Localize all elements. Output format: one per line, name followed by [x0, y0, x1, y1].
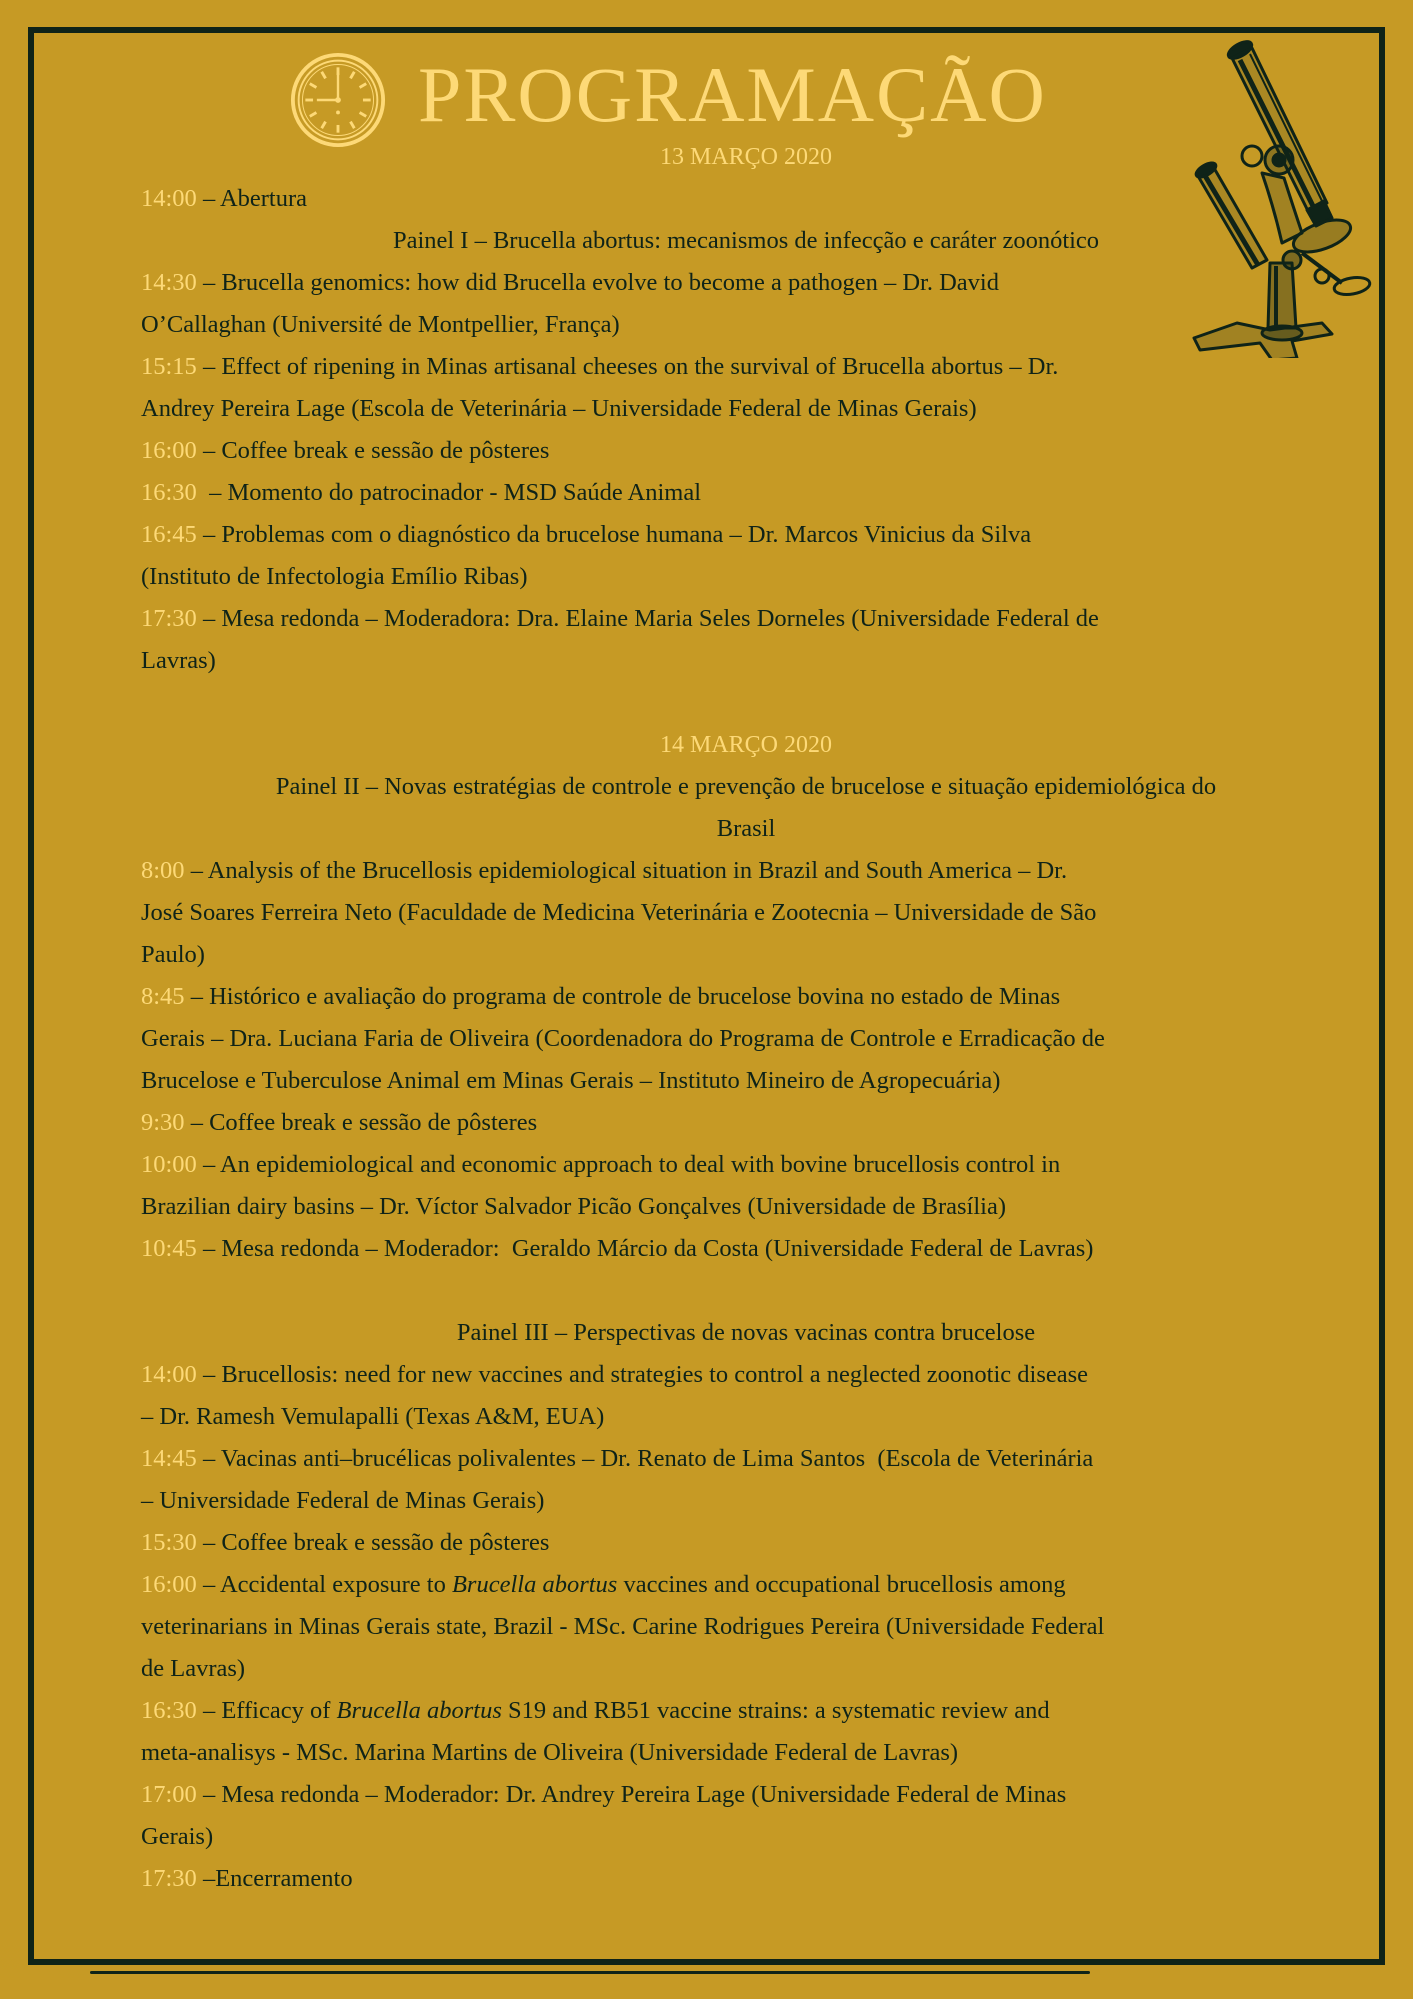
- schedule-item: [141, 1102, 1351, 1144]
- item-text: – Abertura: [196, 185, 308, 212]
- item-time: 8:45: [141, 983, 185, 1010]
- species-name: Brucella abortus: [336, 1697, 502, 1724]
- item-text: – Momento do patrocinador - MSD Saúde Animal: [196, 479, 702, 506]
- schedule-item: [141, 1438, 1351, 1480]
- item-text: – Mesa redonda – Moderadora: Dra. Elaine Maria Seles Dorneles (Universidade Federal de: [196, 605, 1099, 632]
- item-text: – Effect of ripening in Minas artisanal cheeses on the survival of Brucella abortus – Dr.: [196, 353, 1059, 380]
- schedule-item: [141, 262, 1351, 304]
- schedule-item: [141, 346, 1351, 388]
- schedule-item: [141, 598, 1351, 640]
- item-time: 15:15: [141, 353, 197, 380]
- item-text: –Encerramento: [196, 1865, 353, 1892]
- schedule-item: [141, 1522, 1351, 1564]
- panel-1-title: Painel I – Brucella abortus: mecanismos de infecção e caráter zoonótico: [392, 227, 1100, 254]
- item-text: – An epidemiological and economic approach to deal with bovine brucellosis control in: [196, 1151, 1061, 1178]
- item-time: 14:45: [141, 1445, 197, 1472]
- item-text-continued: José Soares Ferreira Neto (Faculdade de Medicina Veterinária e Zootecnia – Universidade de São: [141, 899, 1097, 926]
- item-text: – Brucellosis: need for new vaccines and strategies to control a neglected zoonotic disease: [196, 1361, 1089, 1388]
- item-time: 17:30: [141, 605, 197, 632]
- item-text-continued: Gerais): [141, 1823, 214, 1850]
- item-text-continued: – Universidade Federal de Minas Gerais): [141, 1487, 545, 1514]
- item-time: 14:00: [141, 1361, 197, 1388]
- border-stroke: [90, 1971, 1090, 1974]
- item-text: – Analysis of the Brucellosis epidemiological situation in Brazil and South America – Dr.: [184, 857, 1068, 884]
- panel-2-title-continued: Brasil: [716, 815, 776, 842]
- item-time: 15:30: [141, 1529, 197, 1556]
- item-text: S19 and RB51 vaccine strains: a systematic review and: [501, 1697, 1050, 1724]
- item-time: 14:00: [141, 185, 197, 212]
- schedule-item: [141, 850, 1351, 892]
- item-time: 17:00: [141, 1781, 197, 1808]
- schedule-item: [141, 1228, 1351, 1270]
- item-text-continued: de Lavras): [141, 1655, 246, 1682]
- day2-date: 14 MARÇO 2020: [659, 732, 833, 758]
- item-text: – Vacinas anti–brucélicas polivalentes – Dr. Renato de Lima Santos (Escola de Veterinária: [196, 1445, 1094, 1472]
- item-text: – Mesa redonda – Moderador: Geraldo Márcio da Costa (Universidade Federal de Lavras): [196, 1235, 1094, 1262]
- schedule-item: [141, 430, 1351, 472]
- item-text-continued: veterinarians in Minas Gerais state, Brazil - MSc. Carine Rodrigues Pereira (Universidade Federal: [141, 1613, 1105, 1640]
- item-time: 9:30: [141, 1109, 185, 1136]
- item-time: 10:45: [141, 1235, 197, 1262]
- item-text-continued: Andrey Pereira Lage (Escola de Veterinária – Universidade Federal de Minas Gerais): [141, 395, 977, 422]
- page-title: PROGRAMAÇÃO: [418, 51, 1047, 138]
- schedule-item: [141, 976, 1351, 1018]
- schedule-item: [141, 1144, 1351, 1186]
- item-text: – Coffee break e sessão de pôsteres: [196, 437, 550, 464]
- item-text: – Histórico e avaliação do programa de controle de brucelose bovina no estado de Minas: [184, 983, 1061, 1010]
- item-time: 17:30: [141, 1865, 197, 1892]
- schedule-item: [141, 1858, 1351, 1900]
- item-time: 14:30: [141, 269, 197, 296]
- item-text-continued: Gerais – Dra. Luciana Faria de Oliveira (Coordenadora do Programa de Controle e Erradicação de: [141, 1025, 1105, 1052]
- day1-date: 13 MARÇO 2020: [659, 144, 833, 170]
- item-text: – Brucella genomics: how did Brucella evolve to become a pathogen – Dr. David: [196, 269, 999, 296]
- schedule-item: [141, 178, 1351, 220]
- item-text-continued: (Instituto de Infectologia Emílio Ribas): [141, 563, 528, 590]
- item-text: – Coffee break e sessão de pôsteres: [184, 1109, 538, 1136]
- item-text: vaccines and occupational brucellosis among: [617, 1571, 1066, 1598]
- item-text: – Mesa redonda – Moderador: Dr. Andrey Pereira Lage (Universidade Federal de Minas: [196, 1781, 1067, 1808]
- item-time: 16:00: [141, 437, 197, 464]
- item-time: 16:45: [141, 521, 197, 548]
- schedule-item: [141, 472, 1351, 514]
- schedule-item: [141, 1774, 1351, 1816]
- item-time: 16:00: [141, 1571, 197, 1598]
- species-name: Brucella abortus: [451, 1571, 618, 1598]
- item-text-continued: Brucelose e Tuberculose Animal em Minas Gerais – Instituto Mineiro de Agropecuária): [141, 1067, 1001, 1094]
- panel-2-title: Painel II – Novas estratégias de controle e prevenção de brucelose e situação epidemiológica do: [275, 773, 1217, 800]
- item-text-continued: meta-analisys - MSc. Marina Martins de Oliveira (Universidade Federal de Lavras): [141, 1739, 959, 1766]
- clock-icon: [290, 52, 386, 148]
- panel-3-title: Painel III – Perspectivas de novas vacinas contra brucelose: [456, 1319, 1036, 1346]
- item-text: – Accidental exposure to: [196, 1571, 452, 1598]
- schedule-item: [141, 514, 1351, 556]
- item-text: – Problemas com o diagnóstico da brucelose humana – Dr. Marcos Vinicius da Silva: [196, 521, 1032, 548]
- item-text-continued: Lavras): [141, 647, 216, 674]
- item-time: 8:00: [141, 857, 185, 884]
- item-text-continued: Paulo): [141, 941, 205, 968]
- item-text: – Efficacy of: [196, 1697, 337, 1724]
- schedule-item: [141, 1690, 1351, 1732]
- schedule-item: [141, 1354, 1351, 1396]
- item-text-continued: – Dr. Ramesh Vemulapalli (Texas A&M, EUA): [141, 1403, 605, 1430]
- item-text: – Coffee break e sessão de pôsteres: [196, 1529, 550, 1556]
- item-time: 10:00: [141, 1151, 197, 1178]
- item-text-continued: Brazilian dairy basins – Dr. Víctor Salvador Picão Gonçalves (Universidade de Brasília): [141, 1193, 1006, 1220]
- schedule-item: [141, 1564, 1351, 1606]
- item-text-continued: O’Callaghan (Université de Montpellier, França): [141, 311, 620, 338]
- item-time: 16:30: [141, 479, 197, 506]
- item-time: 16:30: [141, 1697, 197, 1724]
